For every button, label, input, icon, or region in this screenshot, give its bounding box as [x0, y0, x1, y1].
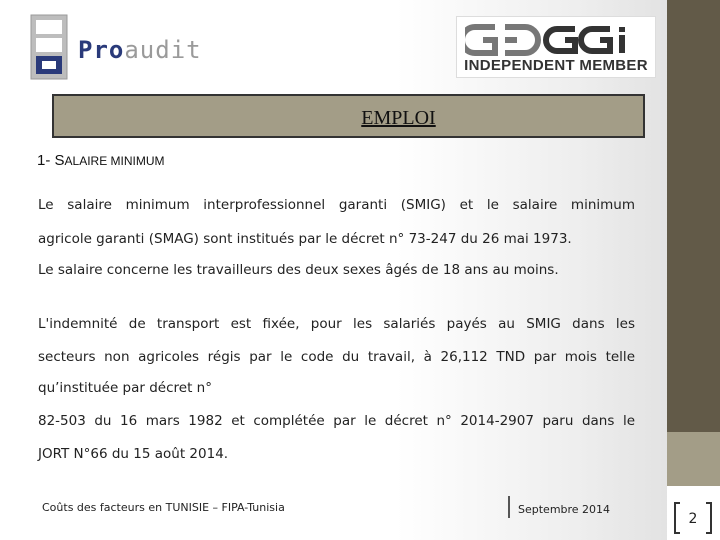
produdit-logo	[30, 14, 230, 80]
section-heading	[37, 152, 165, 169]
sidebar-dark-band	[667, 0, 720, 432]
footer-date: Septembre 2014	[518, 503, 611, 516]
section-heading-rest: ALAIRE MINIMUM	[64, 154, 165, 168]
ggi-member-label: INDEPENDENT MEMBER	[464, 57, 648, 74]
body-line: qu’instituée par décret n°	[38, 380, 212, 396]
footer-source: Coûts des facteurs en TUNISIE – FIPA-Tunisia	[42, 501, 285, 514]
produdit-logo-mark-icon	[30, 14, 68, 80]
body-line: L'indemnité de transport est fixée, pour les salariés payés au SMIG dans les	[38, 316, 635, 332]
produdit-logo-text: Proaudit	[78, 36, 202, 64]
body-line: Le salaire concerne les travailleurs des deux sexes âgés de 18 ans au moins.	[38, 262, 559, 278]
footer-divider	[508, 496, 510, 518]
ggi-logo-mark-icon	[465, 23, 651, 57]
body-line: JORT N°66 du 15 août 2014.	[38, 446, 229, 462]
body-line: secteurs non agricoles régis par le code du travail, à 26,112 TND par mois telle	[38, 349, 635, 365]
body-line: agricole garanti (SMAG) sont institués par le décret n° 73-247 du 26 mai 1973.	[38, 231, 572, 247]
page-title: EMPLOI	[361, 107, 436, 129]
title-banner	[52, 94, 645, 138]
sidebar-light-band	[667, 432, 720, 486]
body-line: Le salaire minimum interprofessionnel garanti (SMIG) et le salaire minimum	[38, 197, 635, 213]
section-heading-initial: S	[54, 152, 65, 169]
ggi-logo	[456, 16, 656, 78]
section-number: 1-	[37, 152, 55, 169]
page-number: 2	[670, 500, 716, 536]
body-line: 82-503 du 16 mars 1982 et complétée par le décret n° 2014-2907 paru dans le	[38, 413, 635, 429]
